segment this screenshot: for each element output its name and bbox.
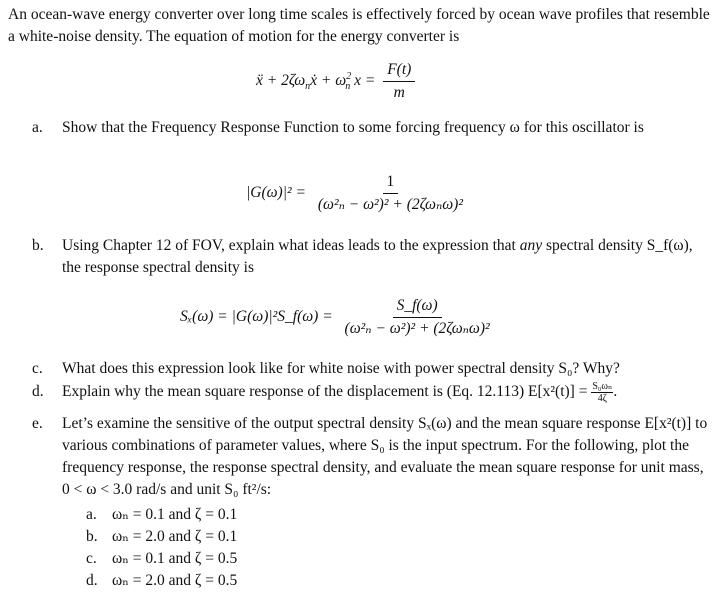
case-b-label: b. (86, 528, 98, 545)
case-c (86, 548, 237, 570)
case-b-text: ωₙ = 2.0 and ζ = 0.1 (112, 528, 238, 545)
part-a-label: a. (32, 119, 43, 136)
resp-lhs: Sₓ(ω) = |G(ω)|²S_f(ω) = (180, 308, 333, 326)
intro-paragraph: An ocean-wave energy converter over long time scales is effectively forced by ocean wave profiles that resemble a white-noise density. The equation of motion for the energy converter is (8, 6, 710, 45)
part-d-main: Explain why the mean square response of the displacement is (Eq. 12.113) E[x²(t)] = (62, 383, 588, 401)
part-b-text-1: Using Chapter 12 of FOV, explain what ideas leads to the expression that (62, 237, 520, 254)
frf-numerator: 1 (383, 172, 399, 194)
eom-numerator: F(t) (383, 60, 415, 82)
resp-fraction (341, 296, 494, 339)
case-d-text: ωₙ = 2.0 and ζ = 0.5 (112, 572, 238, 589)
part-a-text: Show that the Frequency Response Function to some forcing frequency ω for this oscillator is (62, 119, 644, 136)
part-e (32, 413, 712, 501)
part-b (32, 235, 712, 279)
frf-denominator: (ω²ₙ − ω²)² + (2ζωₙω)² (317, 196, 463, 213)
eom-denominator: m (393, 84, 405, 101)
case-b (86, 526, 237, 548)
part-d-frac-num: S₀ωₙ (592, 381, 613, 392)
part-e-text: Let’s examine the sensitive of the output spectral density Sₓ(ω) and the mean square response E[x²(t)] to various combinations of parameter values, where S₀ is the input spectrum. For the following, plot the frequency response, the response spectral density, and evaluate the mean square response for unit mass, 0 < ω < 3.0 rad/s and unit S₀ ft²/s: (62, 415, 708, 498)
response-spectral-equation (180, 296, 494, 339)
frf-lhs: |G(ω)|² = (246, 184, 306, 202)
part-d-end: . (613, 383, 618, 401)
frf-fraction (314, 172, 467, 215)
part-b-text-2: spectral density S_f(ω), the response spectral density is (62, 237, 693, 276)
part-d-text (62, 381, 712, 404)
eom-tail: x = (354, 72, 376, 90)
part-b-label: b. (32, 237, 44, 254)
part-e-label: e. (32, 415, 43, 432)
part-b-any: any (519, 237, 543, 254)
case-a (86, 504, 237, 526)
case-a-text: ωₙ = 0.1 and ζ = 0.1 (112, 506, 238, 523)
resp-denominator: (ω²ₙ − ω²)² + (2ζωₙω)² (344, 320, 490, 337)
eom-sub-n2: n (345, 81, 351, 93)
case-c-label: c. (86, 550, 97, 567)
case-d (86, 570, 237, 592)
eom-mid: ẋ + ω (310, 72, 347, 90)
resp-numerator: S_f(ω) (393, 296, 442, 318)
part-d-frac-den: 4ζ (597, 393, 607, 404)
case-a-label: a. (86, 506, 97, 523)
equation-of-motion (256, 60, 415, 103)
frf-equation (246, 172, 467, 215)
eom-fraction (383, 60, 415, 103)
part-c-text: What does this expression look like for white noise with power spectral density S₀? Why? (62, 360, 620, 377)
eom-lhs: ẍ + 2ζω (256, 72, 306, 90)
part-b-text (62, 235, 712, 279)
eom-sup: 2 (346, 70, 352, 82)
part-c (32, 358, 712, 380)
part-c-label: c. (32, 360, 43, 377)
part-d-fraction (591, 381, 613, 404)
part-d (32, 381, 712, 404)
eom-sub-n: n (305, 81, 311, 93)
case-c-text: ωₙ = 0.1 and ζ = 0.5 (112, 550, 238, 567)
part-a (32, 117, 712, 139)
part-d-label: d. (32, 383, 44, 400)
case-d-label: d. (86, 572, 98, 589)
